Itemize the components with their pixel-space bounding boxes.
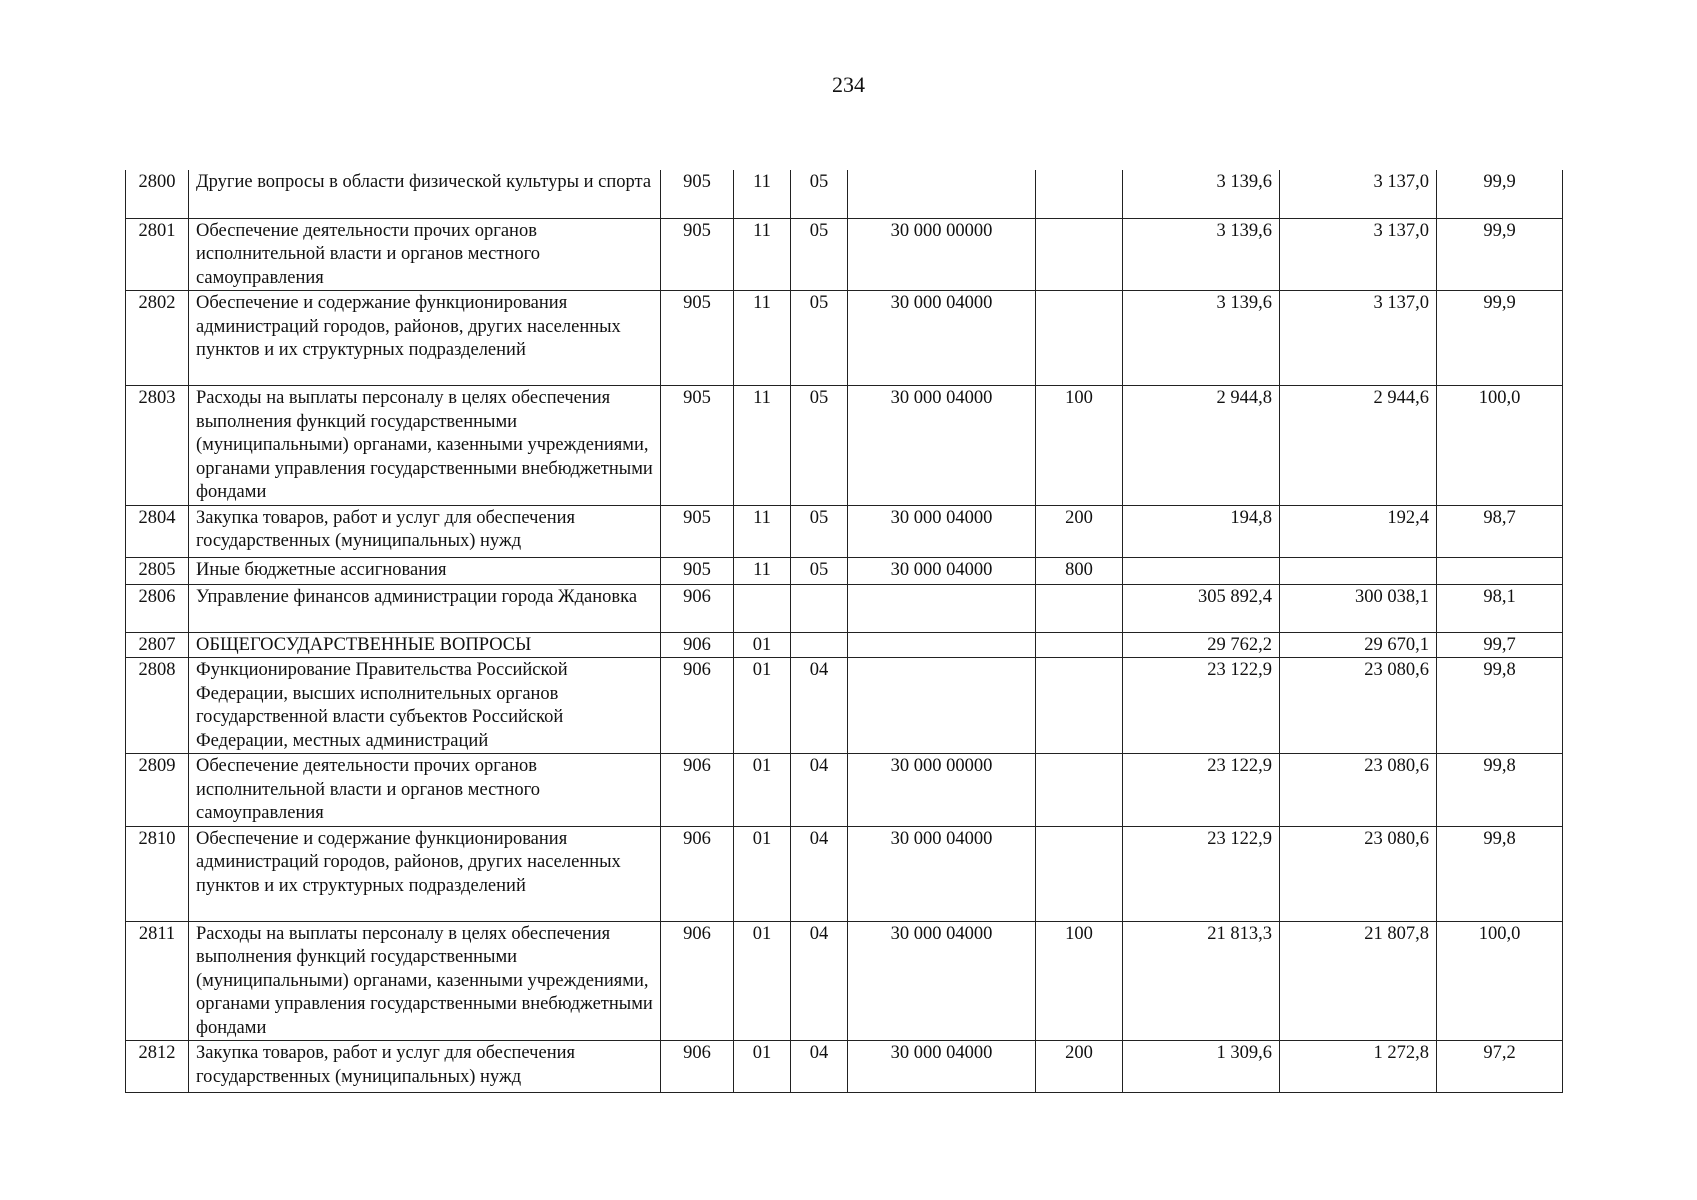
row-plan-amount: 29 762,2 <box>1123 632 1280 658</box>
row-vr: 100 <box>1036 386 1123 506</box>
row-fact-amount: 1 272,8 <box>1280 1041 1437 1093</box>
row-rz: 11 <box>734 170 791 218</box>
row-percent: 99,8 <box>1437 826 1563 921</box>
row-vr <box>1036 291 1123 386</box>
row-pr: 05 <box>791 170 848 218</box>
row-pr: 05 <box>791 557 848 584</box>
row-pr: 04 <box>791 658 848 754</box>
row-number: 2807 <box>126 632 189 658</box>
row-number: 2801 <box>126 218 189 291</box>
row-pr: 04 <box>791 754 848 827</box>
table-row <box>126 658 1563 754</box>
row-rz: 01 <box>734 632 791 658</box>
row-ved: 905 <box>661 505 734 557</box>
row-rz: 11 <box>734 218 791 291</box>
row-vr: 100 <box>1036 921 1123 1041</box>
row-fact-amount: 23 080,6 <box>1280 658 1437 754</box>
row-plan-amount: 3 139,6 <box>1123 291 1280 386</box>
row-percent: 99,9 <box>1437 291 1563 386</box>
row-csr <box>848 170 1036 218</box>
table-row <box>126 557 1563 584</box>
row-number: 2812 <box>126 1041 189 1093</box>
row-pr: 05 <box>791 505 848 557</box>
row-pr <box>791 632 848 658</box>
row-plan-amount: 21 813,3 <box>1123 921 1280 1041</box>
row-number: 2803 <box>126 386 189 506</box>
row-csr: 30 000 04000 <box>848 291 1036 386</box>
row-number: 2806 <box>126 584 189 632</box>
row-plan-amount: 305 892,4 <box>1123 584 1280 632</box>
row-fact-amount <box>1280 557 1437 584</box>
row-plan-amount: 23 122,9 <box>1123 826 1280 921</box>
row-name: Расходы на выплаты персоналу в целях обеспечения выполнения функций государственными (муниципальными) органами, казенными учреждениями, органами управления государственными внебюджетными фондами <box>189 921 661 1041</box>
table-row <box>126 505 1563 557</box>
row-csr: 30 000 04000 <box>848 557 1036 584</box>
row-rz: 11 <box>734 291 791 386</box>
row-percent: 99,8 <box>1437 754 1563 827</box>
row-percent: 99,9 <box>1437 170 1563 218</box>
row-vr <box>1036 218 1123 291</box>
row-csr: 30 000 00000 <box>848 754 1036 827</box>
row-name: Закупка товаров, работ и услуг для обеспечения государственных (муниципальных) нужд <box>189 1041 661 1093</box>
row-number: 2808 <box>126 658 189 754</box>
row-fact-amount: 3 137,0 <box>1280 170 1437 218</box>
row-pr: 05 <box>791 291 848 386</box>
row-ved: 906 <box>661 921 734 1041</box>
row-name: Обеспечение и содержание функционирования администраций городов, районов, других населенных пунктов и их структурных подразделений <box>189 826 661 921</box>
row-number: 2804 <box>126 505 189 557</box>
row-csr: 30 000 04000 <box>848 826 1036 921</box>
row-pr <box>791 584 848 632</box>
table-row <box>126 921 1563 1041</box>
row-plan-amount: 23 122,9 <box>1123 658 1280 754</box>
row-csr: 30 000 04000 <box>848 386 1036 506</box>
row-csr: 30 000 04000 <box>848 1041 1036 1093</box>
row-pr: 04 <box>791 921 848 1041</box>
table-row <box>126 826 1563 921</box>
row-csr <box>848 658 1036 754</box>
row-rz: 11 <box>734 505 791 557</box>
row-percent: 100,0 <box>1437 921 1563 1041</box>
row-rz: 11 <box>734 386 791 506</box>
row-vr <box>1036 754 1123 827</box>
row-name: Функционирование Правительства Российской Федерации, высших исполнительных органов государственной власти субъектов Российской Федерации, местных администраций <box>189 658 661 754</box>
row-plan-amount: 1 309,6 <box>1123 1041 1280 1093</box>
row-percent <box>1437 557 1563 584</box>
table-row <box>126 632 1563 658</box>
row-fact-amount: 192,4 <box>1280 505 1437 557</box>
row-vr <box>1036 658 1123 754</box>
row-rz: 01 <box>734 1041 791 1093</box>
row-rz: 01 <box>734 826 791 921</box>
row-plan-amount: 23 122,9 <box>1123 754 1280 827</box>
row-csr: 30 000 00000 <box>848 218 1036 291</box>
table-row <box>126 170 1563 218</box>
row-name: Другие вопросы в области физической культуры и спорта <box>189 170 661 218</box>
row-number: 2809 <box>126 754 189 827</box>
row-csr <box>848 584 1036 632</box>
row-name: ОБЩЕГОСУДАРСТВЕННЫЕ ВОПРОСЫ <box>189 632 661 658</box>
row-ved: 905 <box>661 291 734 386</box>
row-vr <box>1036 584 1123 632</box>
row-name: Иные бюджетные ассигнования <box>189 557 661 584</box>
row-csr: 30 000 04000 <box>848 505 1036 557</box>
row-number: 2810 <box>126 826 189 921</box>
row-ved: 906 <box>661 632 734 658</box>
row-fact-amount: 3 137,0 <box>1280 291 1437 386</box>
table-row <box>126 218 1563 291</box>
row-number: 2802 <box>126 291 189 386</box>
row-pr: 05 <box>791 218 848 291</box>
row-name: Обеспечение деятельности прочих органов исполнительной власти и органов местного самоуправления <box>189 754 661 827</box>
row-number: 2800 <box>126 170 189 218</box>
row-ved: 906 <box>661 584 734 632</box>
row-pr: 05 <box>791 386 848 506</box>
table-row <box>126 386 1563 506</box>
row-number: 2805 <box>126 557 189 584</box>
row-fact-amount: 23 080,6 <box>1280 826 1437 921</box>
row-vr: 200 <box>1036 1041 1123 1093</box>
row-plan-amount: 2 944,8 <box>1123 386 1280 506</box>
row-rz: 11 <box>734 557 791 584</box>
row-pr: 04 <box>791 826 848 921</box>
row-name: Обеспечение деятельности прочих органов исполнительной власти и органов местного самоуправления <box>189 218 661 291</box>
row-name: Управление финансов администрации города Ждановка <box>189 584 661 632</box>
row-ved: 905 <box>661 170 734 218</box>
row-fact-amount: 2 944,6 <box>1280 386 1437 506</box>
row-percent: 99,8 <box>1437 658 1563 754</box>
row-ved: 906 <box>661 826 734 921</box>
row-plan-amount <box>1123 557 1280 584</box>
row-plan-amount: 3 139,6 <box>1123 218 1280 291</box>
row-percent: 98,1 <box>1437 584 1563 632</box>
row-ved: 906 <box>661 754 734 827</box>
row-vr: 200 <box>1036 505 1123 557</box>
row-vr <box>1036 826 1123 921</box>
row-ved: 905 <box>661 557 734 584</box>
row-vr <box>1036 632 1123 658</box>
row-vr <box>1036 170 1123 218</box>
row-csr <box>848 632 1036 658</box>
row-percent: 100,0 <box>1437 386 1563 506</box>
row-vr: 800 <box>1036 557 1123 584</box>
row-fact-amount: 21 807,8 <box>1280 921 1437 1041</box>
row-rz <box>734 584 791 632</box>
row-ved: 905 <box>661 218 734 291</box>
row-csr: 30 000 04000 <box>848 921 1036 1041</box>
row-pr: 04 <box>791 1041 848 1093</box>
table-row <box>126 291 1563 386</box>
page-number: 234 <box>832 72 865 97</box>
table-row <box>126 584 1563 632</box>
row-ved: 906 <box>661 1041 734 1093</box>
row-percent: 98,7 <box>1437 505 1563 557</box>
row-fact-amount: 23 080,6 <box>1280 754 1437 827</box>
row-ved: 905 <box>661 386 734 506</box>
row-number: 2811 <box>126 921 189 1041</box>
row-name: Расходы на выплаты персоналу в целях обеспечения выполнения функций государственными (муниципальными) органами, казенными учреждениями, органами управления государственными внебюджетными фондами <box>189 386 661 506</box>
table-body <box>126 170 1563 1093</box>
row-fact-amount: 29 670,1 <box>1280 632 1437 658</box>
row-name: Закупка товаров, работ и услуг для обеспечения государственных (муниципальных) нужд <box>189 505 661 557</box>
row-rz: 01 <box>734 921 791 1041</box>
row-plan-amount: 3 139,6 <box>1123 170 1280 218</box>
table-row <box>126 1041 1563 1093</box>
row-plan-amount: 194,8 <box>1123 505 1280 557</box>
row-percent: 99,9 <box>1437 218 1563 291</box>
row-fact-amount: 300 038,1 <box>1280 584 1437 632</box>
row-percent: 99,7 <box>1437 632 1563 658</box>
row-name: Обеспечение и содержание функционирования администраций городов, районов, других населенных пунктов и их структурных подразделений <box>189 291 661 386</box>
budget-table <box>125 170 1563 1093</box>
row-percent: 97,2 <box>1437 1041 1563 1093</box>
row-fact-amount: 3 137,0 <box>1280 218 1437 291</box>
table-row <box>126 754 1563 827</box>
row-ved: 906 <box>661 658 734 754</box>
row-rz: 01 <box>734 658 791 754</box>
row-rz: 01 <box>734 754 791 827</box>
